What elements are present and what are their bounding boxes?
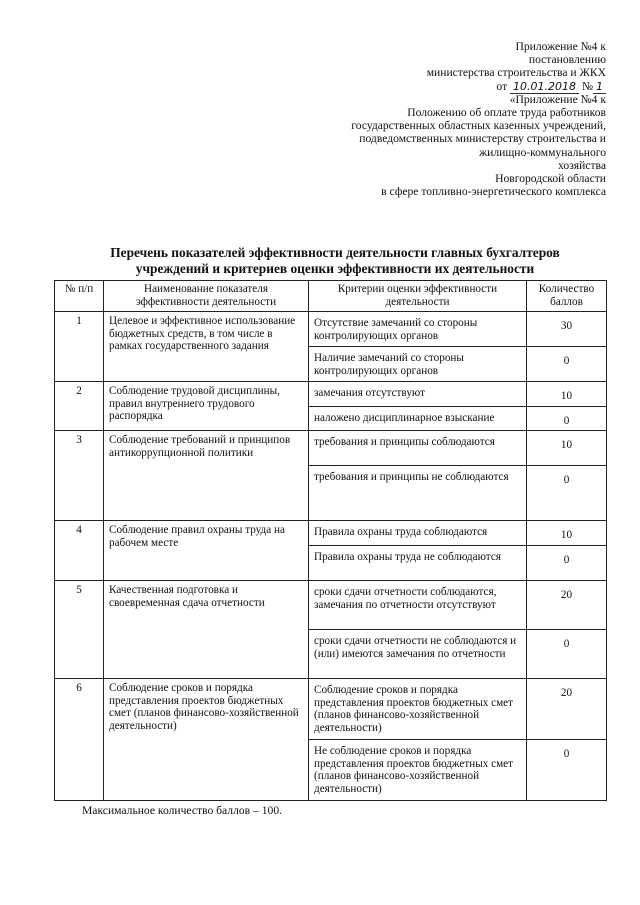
- row-num: 5: [55, 580, 104, 678]
- row-indicator: Соблюдение правил охраны труда на рабочем месте: [104, 521, 309, 581]
- row-criterion: замечания отсутствуют: [309, 382, 527, 407]
- row-criterion: сроки сдачи отчетности соблюдаются, замечания по отчетности отсутствуют: [309, 580, 527, 629]
- header-indicator: Наименование показателя эффективности деятельности: [104, 281, 309, 312]
- row-criterion: Не соблюдение сроков и порядка представления проектов бюджетных смет (планов финансово-хозяйственной деятельности): [309, 739, 527, 800]
- row-indicator: Качественная подготовка и своевременная сдача отчетности: [104, 580, 309, 678]
- title-line-1: Перечень показателей эффективности деятельности главных бухгалтеров: [110, 245, 560, 260]
- header-line: «Приложение №4 к: [509, 92, 606, 106]
- header-line: подведомственных министерству строительства и: [359, 132, 606, 146]
- row-indicator: Соблюдение требований и принципов антикоррупционной политики: [104, 431, 309, 521]
- row-points: 10: [527, 431, 607, 466]
- table-row: [55, 382, 607, 407]
- table-row: [55, 521, 607, 546]
- header-line: Новгородской области: [495, 172, 606, 186]
- row-criterion: требования и принципы соблюдаются: [309, 431, 527, 466]
- header-line: постановлению: [528, 53, 606, 67]
- row-criterion: Наличие замечаний со стороны контролирующих органов: [309, 347, 527, 382]
- handwritten-date: 10.01.2018: [510, 80, 579, 94]
- header-criteria: Критерии оценки эффективности деятельности: [309, 281, 527, 312]
- row-num: 2: [55, 382, 104, 431]
- table-header-row: [55, 281, 607, 312]
- table-row: [55, 431, 607, 466]
- row-criterion: Правила охраны труда не соблюдаются: [309, 545, 527, 580]
- row-criterion: требования и принципы не соблюдаются: [309, 466, 527, 521]
- row-num: 4: [55, 521, 104, 581]
- row-indicator: Целевое и эффективное использование бюджетных средств, в том числе в рамках государственного задания: [104, 312, 309, 382]
- indicators-table: [54, 280, 607, 801]
- handwritten-number: 1: [593, 80, 606, 94]
- number-prefix: №: [581, 79, 593, 93]
- table-row: [55, 580, 607, 629]
- row-points: 0: [527, 466, 607, 521]
- row-num: 6: [55, 678, 104, 800]
- row-criterion: Правила охраны труда соблюдаются: [309, 521, 527, 546]
- header-line: Положению об оплате труда работников: [407, 106, 606, 120]
- row-criterion: Отсутствие замечаний со стороны контролирующих органов: [309, 312, 527, 347]
- document-title: [60, 245, 610, 276]
- header-line: министерства строительства и ЖКХ: [426, 66, 606, 80]
- row-points: 20: [527, 678, 607, 739]
- row-criterion: сроки сдачи отчетности не соблюдаются и (или) имеются замечания по отчетности: [309, 629, 527, 678]
- row-indicator: Соблюдение трудовой дисциплины, правил внутреннего трудового распорядка: [104, 382, 309, 431]
- row-points: 0: [527, 739, 607, 800]
- header-num: № п/п: [55, 281, 104, 312]
- row-points: 0: [527, 347, 607, 382]
- row-num: 1: [55, 312, 104, 382]
- title-line-2: учреждений и критериев оценки эффективности их деятельности: [135, 260, 535, 276]
- row-num: 3: [55, 431, 104, 521]
- max-points-note: Максимальное количество баллов – 100.: [82, 804, 283, 817]
- header-line: хозяйства: [558, 158, 606, 172]
- header-date-line: [286, 80, 606, 93]
- row-points: 0: [527, 406, 607, 431]
- table-row: [55, 678, 607, 739]
- header-line: в сфере топливно-энергетического комплекса: [381, 185, 606, 199]
- row-points: 10: [527, 382, 607, 407]
- row-criterion: наложено дисциплинарное взыскание: [309, 406, 527, 431]
- row-points: 10: [527, 521, 607, 546]
- header-line: жилищно-коммунального: [479, 145, 606, 159]
- header-points: Количество баллов: [527, 281, 607, 312]
- row-indicator: Соблюдение сроков и порядка представления проектов бюджетных смет (планов финансово-хозяйственной деятельности): [104, 678, 309, 800]
- row-points: 0: [527, 629, 607, 678]
- header-line: государственных областных казенных учреждений,: [351, 119, 606, 133]
- header-line: Приложение №4 к: [515, 40, 606, 53]
- date-prefix: от: [496, 79, 508, 93]
- row-points: 30: [527, 312, 607, 347]
- appendix-header: [286, 40, 606, 198]
- row-points: 20: [527, 580, 607, 629]
- row-points: 0: [527, 545, 607, 580]
- table-row: [55, 312, 607, 347]
- row-criterion: Соблюдение сроков и порядка представления проектов бюджетных смет (планов финансово-хозяйственной деятельности): [309, 678, 527, 739]
